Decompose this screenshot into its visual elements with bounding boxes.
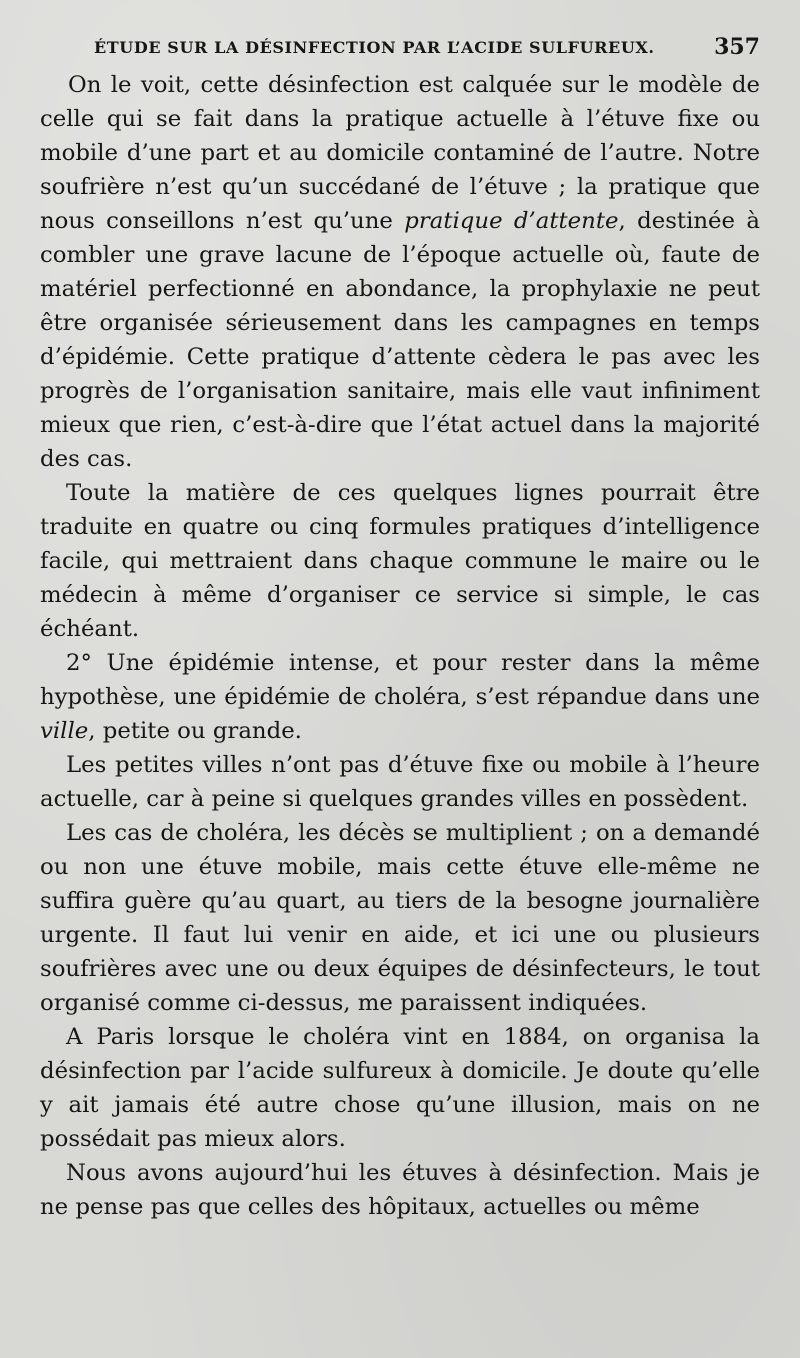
paragraph-5: Les cas de choléra, les décès se multiplient ; on a demandé ou non une étuve mobile, mais cette étuve elle-même ne suffira guère qu’au quart, au tiers de la besogne journalière urgente. Il faut lui venir en aide, et ici une ou plusieurs soufrières avec une ou deux équipes de désinfecteurs, le tout organisé comme ci-dessus, me paraissent indiquées.	[40, 820, 760, 1016]
paragraph-1-italic: pratique d’attente	[404, 208, 619, 234]
paragraph-3-text-b: , petite ou grande.	[88, 718, 302, 744]
paragraph-1	[40, 68, 760, 476]
paragraph-1-text-b: , destinée à combler une grave lacune de l’époque actuelle où, faute de matériel perfectionné en abondance, la prophylaxie ne peut être organisée sérieusement dans les campagnes en temps d’épidémie. Cette pratique d’attente cèdera le pas avec les progrès de l’organisation sanitaire, mais elle vaut infiniment mieux que rien, c’est-à-dire que l’état actuel dans la majorité des cas.	[40, 208, 760, 472]
paragraph-4: Les petites villes n’ont pas d’étuve fixe ou mobile à l’heure actuelle, car à peine si quelques grandes villes en possèdent.	[40, 752, 760, 812]
paragraph-7: Nous avons aujourd’hui les étuves à désinfection. Mais je ne pense pas que celles des hôpitaux, actuelles ou même	[40, 1160, 760, 1220]
body-text	[40, 68, 760, 1224]
running-head	[94, 34, 760, 68]
paragraph-1-text-a: On le voit, cette désinfection est calquée sur le modèle de celle qui se fait dans la pratique actuelle à l’étuve fixe ou mobile d’une part et au domicile contaminé de l’autre. Notre soufrière n’est qu’un succédané de l’étuve ; la pratique que nous conseillons n’est qu’une	[40, 72, 760, 234]
paragraph-2: Toute la matière de ces quelques lignes pourrait être traduite en quatre ou cinq formules pratiques d’intelligence facile, qui mettraient dans chaque commune le maire ou le médecin à même d’organiser ce service si simple, le cas échéant.	[40, 480, 760, 642]
running-title: ÉTUDE SUR LA DÉSINFECTION PAR L’ACIDE SULFUREUX.	[94, 38, 655, 57]
paragraph-3	[40, 646, 760, 748]
paragraph-6: A Paris lorsque le choléra vint en 1884, on organisa la désinfection par l’acide sulfureux à domicile. Je doute qu’elle y ait jamais été autre chose qu’une illusion, mais on ne possédait pas mieux alors.	[40, 1024, 760, 1152]
paragraph-3-italic: ville	[40, 718, 89, 744]
page-number: 357	[714, 34, 760, 60]
paragraph-3-text-a: 2° Une épidémie intense, et pour rester dans la même hypothèse, une épidémie de choléra, s’est répandue dans une	[40, 650, 760, 710]
